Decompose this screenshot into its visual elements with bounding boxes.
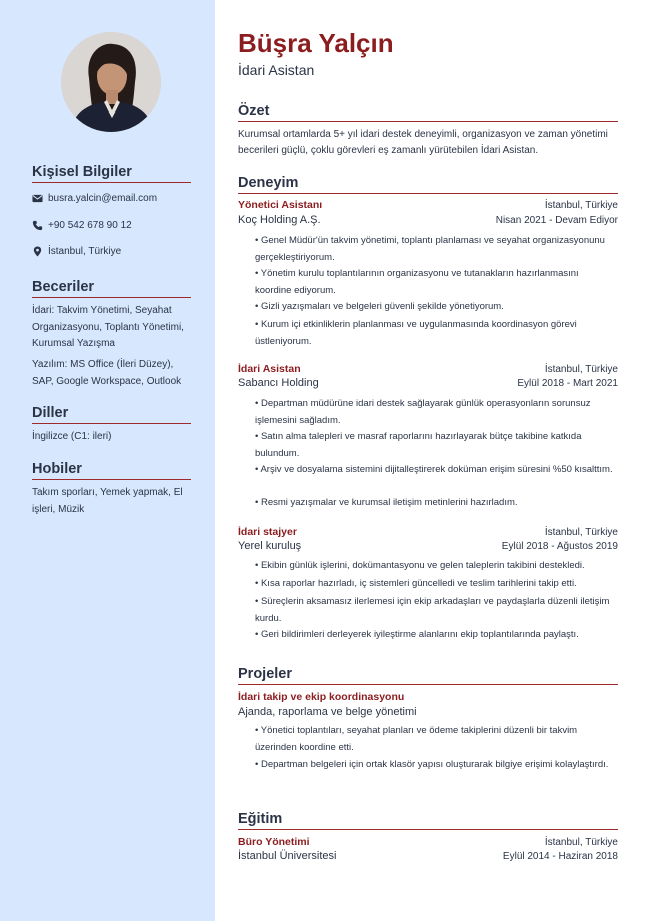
job-bullet: • Süreçlerin aksamasız ilerlemesi için ekip arkadaşları ve paydaşlarla düzenli iletişim kurdu. <box>255 596 610 624</box>
job-dates: Nisan 2021 - Devam Ediyor <box>495 215 618 226</box>
summary-heading: Özet <box>238 103 618 122</box>
job-bullet: • Kısa raporlar hazırladı, iç sistemleri güncelledi ve teslim tarihlerini takip etti. <box>255 578 577 589</box>
personal-info-heading: Kişisel Bilgiler <box>32 164 191 183</box>
skill-item: İdari: Takvim Yönetimi, Seyahat Organizasyonu, Toplantı Yönetimi, Kurumsal Yazışma <box>32 305 184 349</box>
main-content <box>215 0 650 921</box>
job-bullet: • Gizli yazışmaları ve belgeleri güvenli şekilde yönetiyorum. <box>255 301 504 312</box>
languages-heading: Diller <box>32 405 191 424</box>
skill-item: Yazılım: MS Office (İleri Düzey), SAP, Google Workspace, Outlook <box>32 359 182 387</box>
job-bullet: • Yönetim kurulu toplantılarının organizasyonu ve tutanakların hazırlanmasını koordine ediyorum. <box>255 268 579 296</box>
summary-text: Kurumsal ortamlarda 5+ yıl idari destek deneyimli, organizasyon ve zaman yönetimi becerileri güçlü, çoklu görevleri eş zamanlı yürütebilen İdari Asistan. <box>238 129 608 156</box>
profile-photo <box>61 32 161 132</box>
job-company: Yerel kuruluş <box>238 540 302 552</box>
job-bullet: • Genel Müdür'ün takvim yönetimi, toplantı planlaması ve seyahat organizasyonunu gerçekleştiriyorum. <box>255 235 605 263</box>
education-school: İstanbul Üniversitesi <box>238 850 337 862</box>
job-bullet: • Ekibin günlük işlerini, dokümantasyonu ve gelen taleplerin takibini destekledi. <box>255 560 585 571</box>
envelope-icon <box>32 193 43 204</box>
project-bullet: • Departman belgeleri için ortak klasör yapısı oluşturarak bilgiye erişimi kolaylaştırdı. <box>255 759 609 770</box>
job-dates: Eylül 2018 - Ağustos 2019 <box>501 541 618 552</box>
education-dates: Eylül 2014 - Haziran 2018 <box>502 851 618 862</box>
education-location: İstanbul, Türkiye <box>544 837 618 848</box>
job-company: Sabancı Holding <box>238 377 319 389</box>
job-bullet: • Geri bildirimleri derleyerek iyileştirme alanlarını ekip toplantılarında paylaştı. <box>255 629 579 640</box>
location-text: İstanbul, Türkiye <box>48 245 122 257</box>
languages-text: İngilizce (C1: ileri) <box>32 431 112 442</box>
phone-text: +90 542 678 90 12 <box>48 219 132 231</box>
job-title: İdari Asistan <box>238 363 301 375</box>
job-role: İdari Asistan <box>238 62 315 78</box>
project-subtitle: Ajanda, raporlama ve belge yönetimi <box>238 706 417 718</box>
hobbies-heading: Hobiler <box>32 461 191 480</box>
map-pin-icon <box>32 246 43 257</box>
sidebar <box>0 0 215 921</box>
job-bullet: • Kurum içi etkinliklerin planlanması ve uygulanmasında koordinasyon görevi üstleniyorum. <box>255 319 577 347</box>
job-bullet: • Departman müdürüne idari destek sağlayarak günlük operasyonların sorunsuz işlemesini sağladım. <box>255 398 591 426</box>
person-name: Büşra Yalçın <box>238 28 394 58</box>
job-location: İstanbul, Türkiye <box>544 200 618 211</box>
experience-heading: Deneyim <box>238 175 618 194</box>
job-location: İstanbul, Türkiye <box>544 364 618 375</box>
email-row[interactable] <box>32 191 157 205</box>
skills-heading: Beceriler <box>32 279 191 298</box>
phone-row[interactable] <box>32 218 132 232</box>
job-bullet: • Arşiv ve dosyalama sistemini dijitalleştirerek doküman erişim süresini %50 kısalttım. <box>255 464 613 475</box>
education-heading: Eğitim <box>238 811 618 830</box>
job-dates: Eylül 2018 - Mart 2021 <box>517 378 618 389</box>
job-title: Yönetici Asistanı <box>238 199 323 211</box>
education-title: Büro Yönetimi <box>238 836 310 848</box>
phone-icon <box>32 220 43 231</box>
job-title: İdari stajyer <box>238 526 297 538</box>
location-row <box>32 244 121 258</box>
job-bullet: • Satın alma talepleri ve masraf raporlarını hazırlayarak bütçe takibine katkıda bulundum. <box>255 431 582 459</box>
project-title: İdari takip ve ekip koordinasyonu <box>238 691 405 703</box>
projects-heading: Projeler <box>238 666 618 685</box>
job-bullet: • Resmi yazışmalar ve kurumsal iletişim metinlerini hazırladım. <box>255 497 518 508</box>
project-bullet: • Yönetici toplantıları, seyahat planları ve ödeme takiplerini düzenli bir takvim üzerinden koordine etti. <box>255 725 578 753</box>
email-text: busra.yalcin@email.com <box>48 192 158 204</box>
hobbies-text: Takım sporları, Yemek yapmak, El işleri, Müzik <box>32 487 183 515</box>
job-location: İstanbul, Türkiye <box>544 527 618 538</box>
job-company: Koç Holding A.Ş. <box>238 214 321 226</box>
